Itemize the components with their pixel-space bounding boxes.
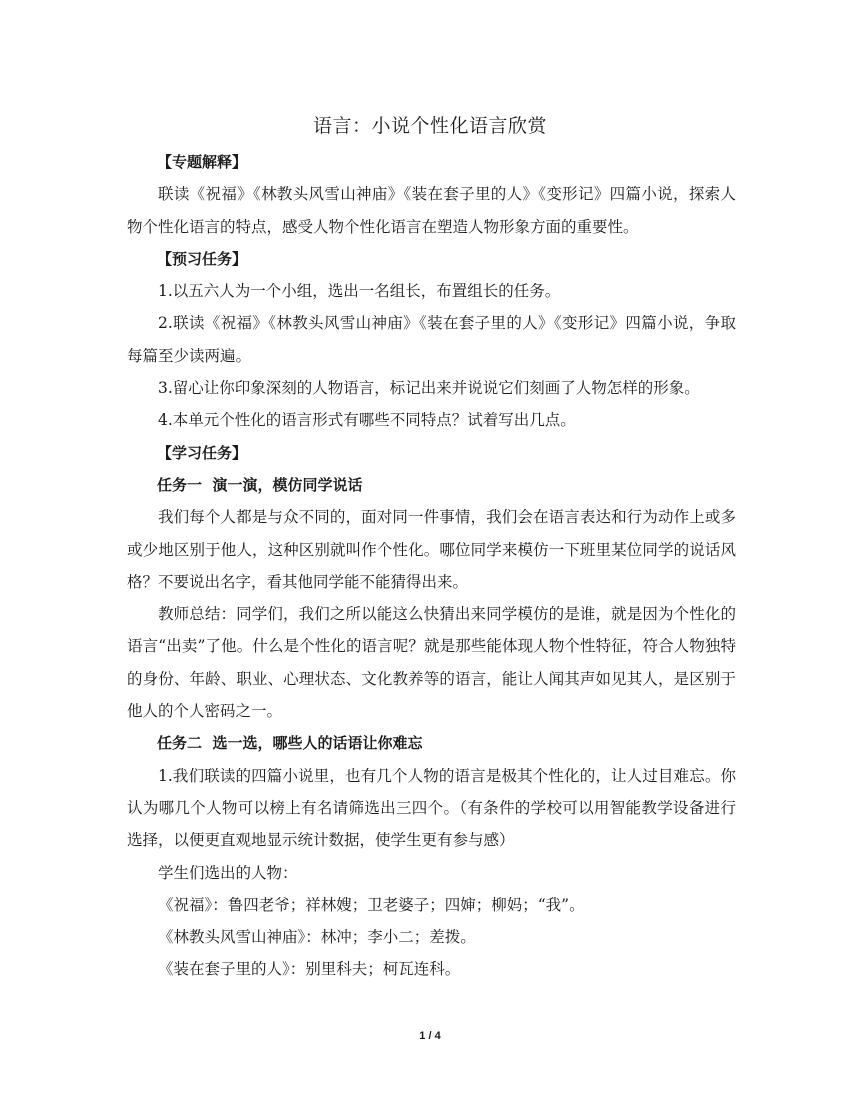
page-number: 1 / 4 [419, 1030, 441, 1042]
task1-title: 任务一 演一演，模仿同学说话 [157, 475, 363, 494]
task2-title: 任务二 选一选，哪些人的话语让你难忘 [157, 734, 423, 753]
preview-heading: 【预习任务】 [157, 249, 248, 268]
document-body [127, 146, 736, 986]
task2-list-item-2: 《林教头风雪山神庙》：林冲；李小二；差拨。 [158, 928, 476, 947]
study-heading: 【学习任务】 [157, 443, 248, 462]
task1-paragraph-1: 我们每个人都是与众不同的，面对同一件事情，我们会在语言表达和行为动作上或多或少地区别于他人，这种区别就叫作个性化。哪位同学来模仿一下班里某位同学的说话风格？不要说出名字，看其他同学能不能猜得出来。 [127, 508, 736, 591]
preview-item-4: 4.本单元个性化的语言形式有哪些不同特点？试着写出几点。 [158, 411, 576, 430]
preview-item-1: 1.以五六人为一个小组，选出一名组长，布置组长的任务。 [158, 282, 561, 301]
task2-list-item-1: 《祝福》：鲁四老爷；祥林嫂；卫老婆子；四婶；柳妈；“我”。 [158, 895, 585, 914]
task1-paragraph-2: 教师总结：同学们，我们之所以能这么快猜出来同学模仿的是谁，就是因为个性化的语言“出卖”了他。什么是个性化的语言呢？就是那些能体现人物个性特征，符合人物独特的身份、年龄、职业、心理状态、文化教养等的语言，能让人闻其声如见其人，是区别于他人的个人密码之一。 [127, 605, 736, 721]
task2-list-item-3: 《装在套子里的人》：别里科夫；柯瓦连科。 [158, 960, 461, 979]
document-title: 语言：小说个性化语言欣赏 [312, 115, 547, 137]
preview-item-3: 3.留心让你印象深刻的人物语言，标记出来并说说它们刻画了人物怎样的形象。 [158, 379, 700, 398]
task2-paragraph-1: 1.我们联读的四篇小说里，也有几个人物的语言是极其个性化的，让人过目难忘。你认为哪几个人物可以榜上有名请筛选出三四个。（有条件的学校可以用智能教学设备进行选择，以便更直观地显示统计数据，使学生更有参与感） [127, 766, 736, 850]
intro-paragraph: 联读《祝福》《林教头风雪山神庙》《装在套子里的人》《变形记》四篇小说，探索人物个性化语言的特点，感受人物个性化语言在塑造人物形象方面的重要性。 [127, 185, 736, 236]
intro-heading: 【专题解释】 [157, 153, 248, 171]
preview-item-2: 2.联读《祝福》《林教头风雪山神庙》《装在套子里的人》《变形记》四篇小说，争取每篇至少读两遍。 [127, 314, 736, 365]
task2-lead: 学生们选出的人物： [158, 863, 298, 882]
